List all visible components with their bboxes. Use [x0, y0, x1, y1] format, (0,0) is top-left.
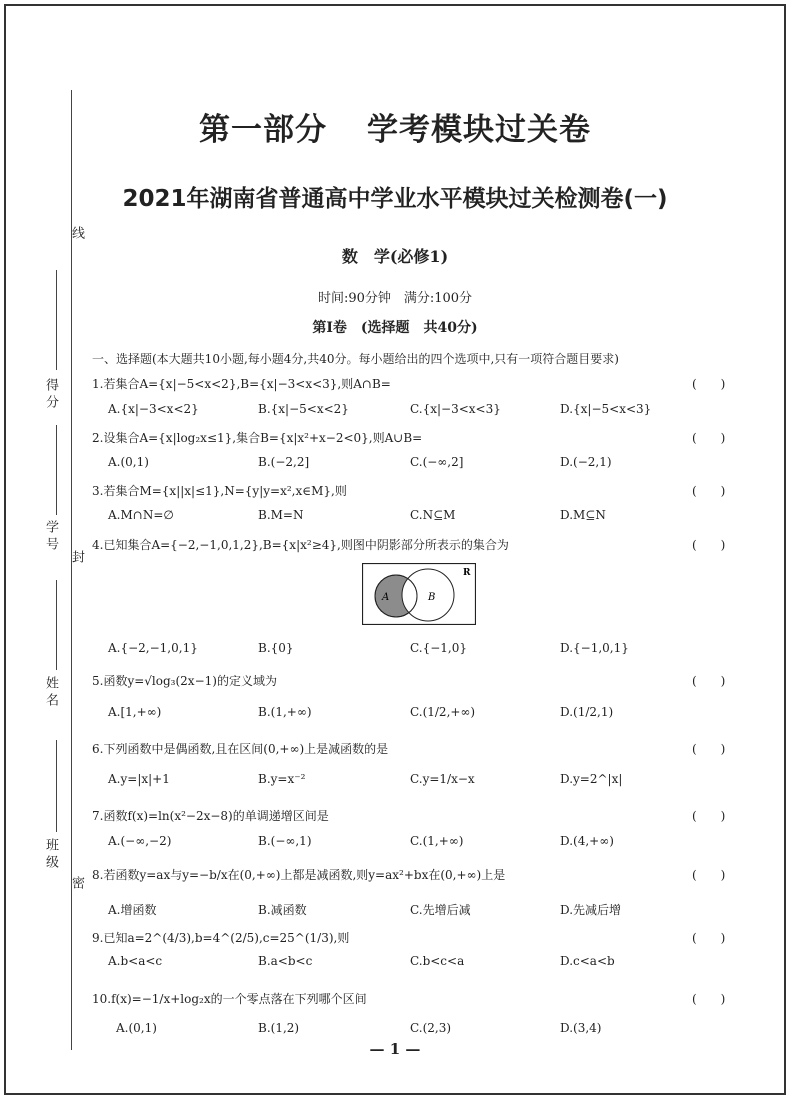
- name-label: 姓名: [43, 676, 58, 710]
- venn-diagram: [362, 563, 476, 625]
- question-stem: 1.若集合A={x|−5<x<2},B={x|−3<x<3},则A∩B=: [92, 377, 391, 391]
- name-blank[interactable]: [56, 580, 57, 670]
- option-b[interactable]: B.a<b<c: [258, 954, 313, 968]
- question-stem: 9.已知a=2^(4/3),b=4^(2/5),c=25^(1/3),则: [92, 931, 350, 945]
- part-title: [0, 104, 790, 149]
- answer-blank[interactable]: ( ): [692, 931, 726, 945]
- option-c[interactable]: C.y=1/x−x: [410, 772, 475, 786]
- option-b[interactable]: B.{0}: [258, 641, 294, 655]
- answer-blank[interactable]: ( ): [692, 377, 726, 391]
- exam-title: 2021年湖南省普通高中学业水平模块过关检测卷(一): [122, 186, 668, 212]
- answer-blank[interactable]: ( ): [692, 992, 726, 1006]
- option-d[interactable]: D.y=2^|x|: [560, 772, 623, 786]
- answer-blank[interactable]: ( ): [692, 484, 726, 498]
- venn-label-a: A: [382, 592, 390, 603]
- time-score: 时间:90分钟 满分:100分: [317, 291, 473, 306]
- option-b[interactable]: B.(−2,2]: [258, 455, 310, 469]
- answer-blank[interactable]: ( ): [692, 431, 726, 445]
- question-stem: 10.f(x)=−1/x+log₂x的一个零点落在下列哪个区间: [92, 992, 367, 1006]
- option-d[interactable]: D.(1/2,1): [560, 705, 614, 719]
- option-a[interactable]: A.增函数: [108, 903, 157, 917]
- question-stem: 2.设集合A={x|log₂x≤1},集合B={x|x²+x−2<0},则A∪B=: [92, 431, 423, 445]
- part-title-b: 学考模块过关卷: [367, 112, 591, 148]
- option-c[interactable]: C.b<c<a: [410, 954, 465, 968]
- option-d[interactable]: D.先减后增: [560, 903, 622, 917]
- question-stem: 8.若函数y=ax与y=−b/x在(0,+∞)上都是减函数,则y=ax²+bx在(0,+∞)上是: [92, 868, 506, 882]
- option-b[interactable]: B.y=x⁻²: [258, 772, 306, 786]
- student-no-label: 学号: [43, 520, 58, 554]
- answer-blank[interactable]: ( ): [692, 674, 726, 688]
- volume-title: 第Ⅰ卷 (选择题 共40分): [312, 320, 478, 336]
- option-c[interactable]: C.(1,+∞): [410, 834, 464, 848]
- option-b[interactable]: B.M=N: [258, 508, 304, 522]
- subject-title: 数 学(必修1): [341, 247, 449, 266]
- class-blank[interactable]: [56, 740, 57, 832]
- option-b[interactable]: B.{x|−5<x<2}: [258, 402, 349, 416]
- side-mark-xian: 线: [69, 226, 84, 239]
- option-b[interactable]: B.(1,+∞): [258, 705, 312, 719]
- question-stem: 3.若集合M={x||x|≤1},N={y|y=x²,x∈M},则: [92, 484, 347, 498]
- option-c[interactable]: C.(1/2,+∞): [410, 705, 476, 719]
- option-a[interactable]: A.(0,1): [108, 455, 149, 469]
- option-a[interactable]: A.[1,+∞): [108, 705, 162, 719]
- answer-blank[interactable]: ( ): [692, 868, 726, 882]
- option-a[interactable]: A.M∩N=∅: [108, 508, 174, 522]
- option-b[interactable]: B.(1,2): [258, 1021, 300, 1035]
- score-label: 得分: [43, 378, 58, 412]
- option-a[interactable]: A.(−∞,−2): [108, 834, 172, 848]
- option-c[interactable]: C.(2,3): [410, 1021, 452, 1035]
- answer-blank[interactable]: ( ): [692, 742, 726, 756]
- option-a[interactable]: A.{−2,−1,0,1}: [108, 641, 198, 655]
- option-c[interactable]: C.N⊆M: [410, 508, 456, 522]
- option-d[interactable]: D.(−2,1): [560, 455, 612, 469]
- option-d[interactable]: D.{−1,0,1}: [560, 641, 629, 655]
- page-number: — 1 —: [369, 1040, 421, 1058]
- option-b[interactable]: B.减函数: [258, 903, 307, 917]
- student-no-blank[interactable]: [56, 425, 57, 515]
- option-c[interactable]: C.{x|−3<x<3}: [410, 402, 501, 416]
- option-a[interactable]: A.(0,1): [116, 1021, 157, 1035]
- option-c[interactable]: C.(−∞,2]: [410, 455, 464, 469]
- venn-label-r: R: [463, 568, 471, 578]
- class-label: 班级: [43, 838, 58, 872]
- answer-blank[interactable]: ( ): [692, 538, 726, 552]
- option-d[interactable]: D.{x|−5<x<3}: [560, 402, 652, 416]
- question-stem: 7.函数f(x)=ln(x²−2x−8)的单调递增区间是: [92, 809, 329, 823]
- answer-blank[interactable]: ( ): [692, 809, 726, 823]
- section-intro: 一、选择题(本大题共10小题,每小题4分,共40分。每小题给出的四个选项中,只有一项符合题目要求): [92, 352, 619, 366]
- option-d[interactable]: D.c<a<b: [560, 954, 615, 968]
- option-c[interactable]: C.先增后减: [410, 903, 471, 917]
- option-c[interactable]: C.{−1,0}: [410, 641, 467, 655]
- option-a[interactable]: A.b<a<c: [108, 954, 163, 968]
- question-stem: 5.函数y=√log₃(2x−1)的定义域为: [92, 674, 277, 688]
- option-b[interactable]: B.(−∞,1): [258, 834, 312, 848]
- question-stem: 6.下列函数中是偶函数,且在区间(0,+∞)上是减函数的是: [92, 742, 389, 756]
- question-stem: 4.已知集合A={−2,−1,0,1,2},B={x|x²≥4},则图中阴影部分所表示的集合为: [92, 538, 509, 552]
- side-mark-feng: 封: [69, 550, 84, 563]
- option-a[interactable]: A.y=|x|+1: [108, 772, 170, 786]
- option-d[interactable]: D.(4,+∞): [560, 834, 614, 848]
- option-a[interactable]: A.{x|−3<x<2}: [108, 402, 199, 416]
- option-d[interactable]: D.M⊆N: [560, 508, 606, 522]
- option-d[interactable]: D.(3,4): [560, 1021, 602, 1035]
- side-mark-mi: 密: [69, 876, 84, 889]
- part-title-a: 第一部分: [199, 112, 327, 148]
- venn-label-b: B: [428, 592, 436, 603]
